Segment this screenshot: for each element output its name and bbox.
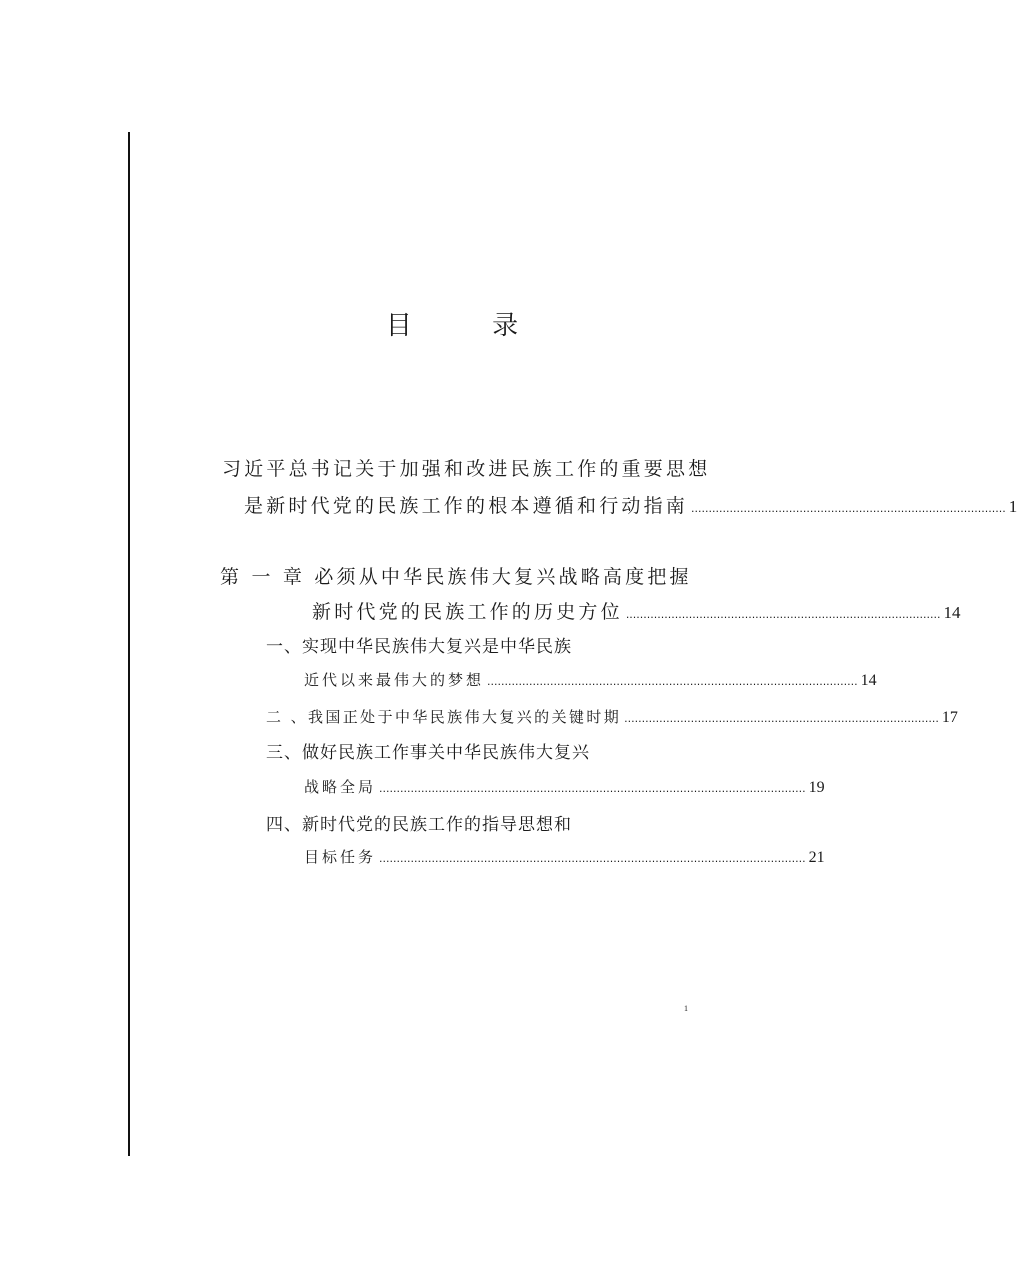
dot-leader: .......................................................................................................... bbox=[487, 675, 858, 688]
toc-section1-title: 一、实现中华民族伟大复兴是中华民族 bbox=[266, 637, 572, 657]
toc-chapter1-title: 第 一 章 必须从中华民族伟大复兴战略高度把握 bbox=[220, 566, 692, 588]
dot-leader: .......................................................................................... bbox=[624, 712, 939, 725]
toc-section2-title: 二 、我国正处于中华民族伟大复兴的关键时期 bbox=[266, 708, 622, 726]
toc-intro-title: 习近平总书记关于加强和改进民族工作的重要思想 bbox=[222, 458, 711, 480]
toc-intro-line1 bbox=[222, 455, 722, 483]
toc-chapter1-line1 bbox=[220, 563, 720, 591]
toc-intro-subtitle: 是新时代党的民族工作的根本遵循和行动指南 bbox=[244, 495, 689, 517]
toc-section4-page: 21 bbox=[808, 849, 825, 866]
toc-section4-title: 四、新时代党的民族工作的指导思想和 bbox=[266, 815, 572, 835]
toc-section3-title: 三、做好民族工作事关中华民族伟大复兴 bbox=[266, 743, 590, 763]
page-number: 1 bbox=[684, 1004, 688, 1013]
toc-section4-line1 bbox=[266, 812, 706, 838]
toc-section3-page: 19 bbox=[808, 779, 825, 796]
toc-section1-subtitle: 近代以来最伟大的梦想 bbox=[304, 671, 485, 689]
toc-section4-subtitle: 目标任务 bbox=[304, 848, 377, 866]
toc-section3-line2[interactable] bbox=[304, 776, 825, 800]
dot-leader: .......................................................................................................................... bbox=[379, 852, 806, 865]
toc-section1-line1 bbox=[266, 634, 706, 660]
page-title: 目 录 bbox=[385, 311, 555, 341]
toc-intro-page: 1 bbox=[1008, 497, 1017, 516]
toc-chapter1-line2[interactable] bbox=[312, 598, 961, 629]
toc-chapter1-subtitle: 新时代党的民族工作的历史方位 bbox=[312, 601, 623, 623]
toc-chapter1-page: 14 bbox=[943, 603, 961, 622]
binding-line bbox=[128, 132, 130, 1156]
toc-section2-page: 17 bbox=[941, 709, 958, 726]
toc-section2-line1[interactable] bbox=[266, 706, 958, 730]
dot-leader: .......................................................................................... bbox=[625, 608, 941, 621]
toc-section3-line1 bbox=[266, 740, 706, 766]
dot-leader: .......................................................................................... bbox=[691, 502, 1006, 515]
toc-section3-subtitle: 战略全局 bbox=[304, 778, 377, 796]
toc-section1-line2[interactable] bbox=[304, 669, 877, 693]
toc-section4-line2[interactable] bbox=[304, 846, 825, 870]
toc-intro-line2[interactable] bbox=[244, 492, 1017, 523]
dot-leader: .......................................................................................................................... bbox=[379, 782, 806, 795]
toc-section1-page: 14 bbox=[860, 672, 877, 689]
